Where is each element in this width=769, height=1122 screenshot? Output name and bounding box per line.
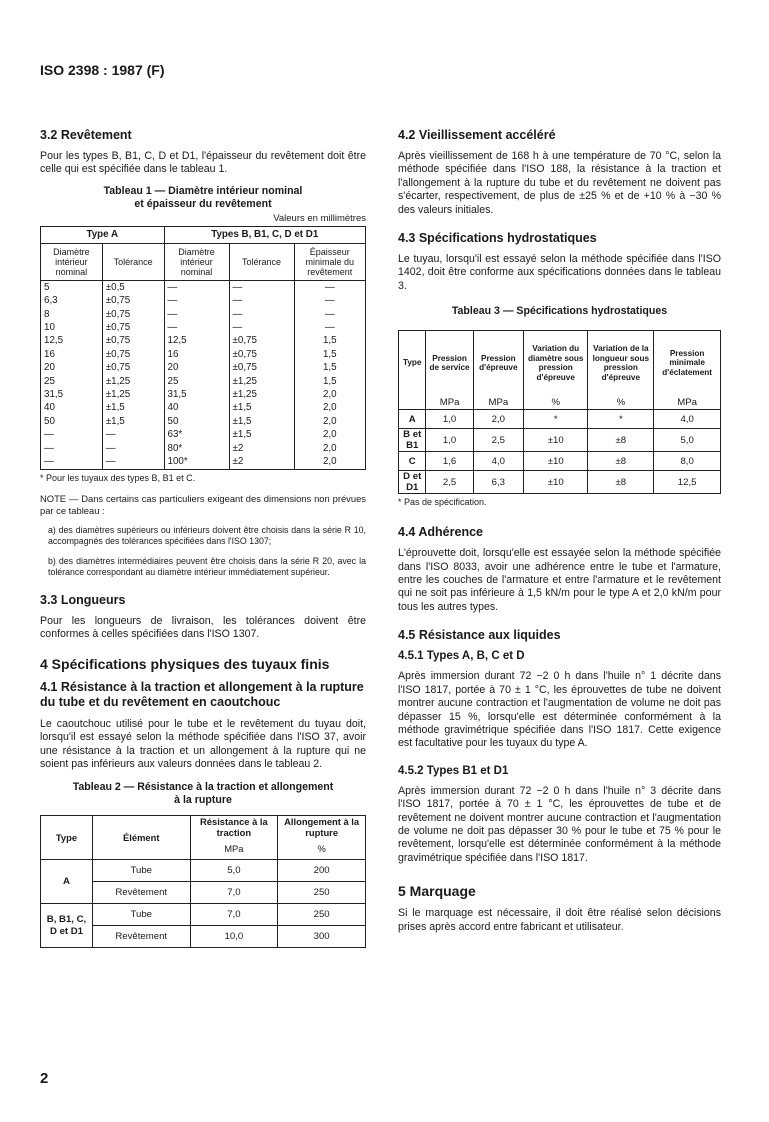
table-3-cell: 12,5	[654, 471, 721, 494]
table-1-row	[41, 388, 366, 401]
table-1-row	[41, 334, 366, 347]
table-3-cell: D et D1	[399, 471, 426, 494]
table-2-header: Allongement à la rupture	[278, 816, 366, 839]
left-column	[40, 128, 366, 948]
table-3-cell: ±10	[523, 429, 588, 452]
table-1-row	[41, 455, 366, 469]
section-4-5-title: 4.5 Résistance aux liquides	[398, 628, 561, 643]
table-1-cell: ±0,75	[102, 348, 164, 361]
table-3-cell: ±8	[588, 429, 654, 452]
note-item-a: a) des diamètres supérieurs ou inférieurs doivent être choisis dans la série R 10, accompagnés des tolérances spécifiées dans l'ISO 1307;	[48, 524, 366, 547]
section-5-title: 5 Marquage	[398, 883, 476, 900]
section-4-1-text: Le caoutchouc utilisé pour le tube et le revêtement du tuyau doit, lorsqu'il est essayé selon la méthode spécifiée dans l'ISO 37, avoir une résistance à la traction et un allongement à la rupture qui ne soient pas inférieurs aux valeurs données dans le tableau 2.	[40, 717, 366, 770]
table-1-row	[41, 401, 366, 414]
table-1-cell: 31,5	[164, 388, 229, 401]
table-2-unit: %	[278, 838, 366, 860]
table-3-cell: 2,5	[473, 429, 523, 452]
table-1-unit: Valeurs en millimètres	[273, 212, 366, 224]
table-1-footnote: * Pour les tuyaux des types B, B1 et C.	[40, 472, 196, 483]
table-1-cell: 100*	[164, 455, 229, 469]
table-1-cell: 2,0	[294, 442, 366, 455]
table-2-header: Élément	[93, 816, 191, 860]
section-4-5-1-title: 4.5.1 Types A, B, C et D	[398, 650, 525, 663]
section-4-5-2-title: 4.5.2 Types B1 et D1	[398, 764, 509, 777]
table-3	[398, 330, 721, 494]
table-2-cell: Revêtement	[93, 882, 191, 904]
table-1-cell: —	[294, 308, 366, 321]
table-1-cell: ±1,25	[229, 388, 294, 401]
table-2-cell: 250	[278, 904, 366, 926]
table-1-cell: —	[41, 428, 103, 441]
table-1-cell: 31,5	[41, 388, 103, 401]
table-1-cell: 1,5	[294, 361, 366, 374]
table-1-cell: ±0,75	[102, 334, 164, 347]
table-1-cell: 20	[41, 361, 103, 374]
table-1-cell: —	[229, 294, 294, 307]
table-1-cell: —	[229, 308, 294, 321]
table-1-cell: 1,5	[294, 375, 366, 388]
table-3-footnote: * Pas de spécification.	[398, 497, 487, 508]
table-1-cell: 40	[164, 401, 229, 414]
table-1-row	[41, 321, 366, 334]
table-1-cell: 10	[41, 321, 103, 334]
table-3-row	[399, 471, 721, 494]
table-2-caption: Tableau 2 — Résistance à la traction et allongement à la rupture	[72, 781, 334, 807]
table-1-cell: ±2	[229, 455, 294, 469]
table-1-cell: 12,5	[41, 334, 103, 347]
table-1-group-a: Type A	[41, 226, 165, 243]
table-1-cell: 2,0	[294, 388, 366, 401]
table-3-header: Type	[399, 331, 426, 396]
table-3-row	[399, 410, 721, 429]
table-1-cell: —	[102, 455, 164, 469]
table-3-cell: 4,0	[654, 410, 721, 429]
table-1-cell: 2,0	[294, 455, 366, 469]
table-1-cell: 5	[41, 280, 103, 294]
table-1-cell: 16	[41, 348, 103, 361]
table-1-cell: —	[294, 321, 366, 334]
table-1-cell: 25	[164, 375, 229, 388]
table-1-cell: 12,5	[164, 334, 229, 347]
table-2-cell: 5,0	[190, 860, 278, 882]
table-1-cell: ±0,75	[229, 334, 294, 347]
section-4-5-2-text: Après immersion durant 72 −2 0 h dans l'huile n° 3 décrite dans l'ISO 1817, portée à 70 ± 1 °C, les éprouvettes de tube et de revêtement ne doivent montrer aucune contraction et l'augmentation de volume ne doit pas dépasser 30 % pour le tube et 75 % pour le revêtement, lorsqu'elle est déterminée conformément à la méthode gravimétrique spécifiée dans l'ISO 1817.	[398, 784, 721, 864]
table-3-cell: ±10	[523, 471, 588, 494]
table-1-cell: —	[41, 455, 103, 469]
table-3-cell: C	[399, 452, 426, 471]
table-2-header: Résistance à la traction	[190, 816, 278, 839]
table-3-cell: 2,0	[473, 410, 523, 429]
table-1-cell: —	[164, 294, 229, 307]
table-1-cell: ±1,5	[102, 401, 164, 414]
table-1-cell: —	[294, 294, 366, 307]
table-1-cell: 1,5	[294, 334, 366, 347]
table-1-cell: —	[164, 321, 229, 334]
table-2-cell: 200	[278, 860, 366, 882]
table-1-cell: ±1,5	[229, 401, 294, 414]
table-1-cell: 63*	[164, 428, 229, 441]
table-1-cell: —	[294, 280, 366, 294]
table-1-cell: ±0,75	[102, 308, 164, 321]
table-1	[40, 226, 366, 470]
table-3-cell: 4,0	[473, 452, 523, 471]
page-number: 2	[40, 1070, 49, 1087]
table-2-header: Type	[41, 816, 93, 860]
table-1-row	[41, 294, 366, 307]
table-2-cell: 10,0	[190, 926, 278, 948]
table-3-header: Variation du diamètre sous pression d'épreuve	[523, 331, 588, 396]
table-1-header: Tolérance	[102, 243, 164, 280]
table-1-row	[41, 442, 366, 455]
section-3-3-text: Pour les longueurs de livraison, les tolérances doivent être conformes à celles spécifiées dans l'ISO 1307.	[40, 614, 366, 641]
table-1-row	[41, 361, 366, 374]
table-2-cell: Tube	[93, 860, 191, 882]
table-1-cell: ±1,25	[102, 388, 164, 401]
table-1-cell: 80*	[164, 442, 229, 455]
table-3-cell: 6,3	[473, 471, 523, 494]
section-4-2-title: 4.2 Vieillissement accéléré	[398, 128, 556, 142]
table-3-cell: B et B1	[399, 429, 426, 452]
section-5-text: Si le marquage est nécessaire, il doit être réalisé selon décisions prises après accord entre fabricant et utilisateur.	[398, 907, 721, 933]
table-1-cell: 40	[41, 401, 103, 414]
table-2-cell: Revêtement	[93, 926, 191, 948]
table-1-cell: ±1,25	[102, 375, 164, 388]
table-3-cell: *	[588, 410, 654, 429]
section-4-1-title: 4.1 Résistance à la traction et allongement à la rupture du tube et du revêtement en caoutchouc	[40, 679, 364, 709]
table-1-header: Épaisseur minimale du revêtement	[294, 243, 366, 280]
table-3-cell: ±10	[523, 452, 588, 471]
table-1-row	[41, 348, 366, 361]
table-1-cell: ±1,5	[229, 415, 294, 428]
table-2-type: A	[41, 860, 93, 904]
section-4-4-text: L'éprouvette doit, lorsqu'elle est essayée selon la méthode spécifiée dans l'ISO 8033, avoir une adhérence entre le tube et l'armature, entre les couches de l'armature et entre l'armature et le revêtement qui ne soit pas inférieure à 1,5 kN/m pour le type A et 2,0 kN/m pour tous les autres types.	[398, 547, 721, 613]
table-2-unit: MPa	[190, 838, 278, 860]
table-1-cell: 6,3	[41, 294, 103, 307]
table-3-row	[399, 452, 721, 471]
section-4-4-title: 4.4 Adhérence	[398, 525, 483, 540]
table-1-cell: ±1,5	[229, 428, 294, 441]
table-1-cell: 25	[41, 375, 103, 388]
table-1-group-b: Types B, B1, C, D et D1	[164, 226, 366, 243]
table-1-cell: —	[164, 308, 229, 321]
table-1-cell: —	[164, 280, 229, 294]
table-3-header: Pression d'épreuve	[473, 331, 523, 396]
section-4-5-1-text: Après immersion durant 72 −2 0 h dans l'huile n° 1 décrite dans l'ISO 1817, portée à 70 ± 1 °C, les éprouvettes de tube ne doivent montrer aucune contraction et l'augmentation de volume ne doit pas dépasser 15 %, lorsqu'elle est déterminée conformément à la méthode gravimétrique spécifiée dans l'ISO 1817. Cette exigence est facultative pour les tuyaux du type A.	[398, 670, 721, 750]
table-3-cell: ±8	[588, 452, 654, 471]
table-1-cell: 2,0	[294, 415, 366, 428]
right-column	[398, 128, 721, 942]
table-1-header: Diamètre intérieur nominal	[41, 243, 103, 280]
table-1-cell: —	[102, 442, 164, 455]
table-3-cell: *	[523, 410, 588, 429]
table-2-cell: 7,0	[190, 882, 278, 904]
table-3-unit: %	[523, 395, 588, 410]
section-4-3-title: 4.3 Spécifications hydrostatiques	[398, 231, 597, 246]
document-header: ISO 2398 : 1987 (F)	[40, 62, 165, 78]
table-1-row	[41, 375, 366, 388]
table-3-unit: MPa	[654, 395, 721, 410]
section-4-3-text: Le tuyau, lorsqu'il est essayé selon la méthode spécifiée dans l'ISO 1402, doit être conforme aux spécifications données dans le tableau 3.	[398, 253, 721, 292]
table-2-cell: 7,0	[190, 904, 278, 926]
table-1-cell: 1,5	[294, 348, 366, 361]
table-1-caption: Tableau 1 — Diamètre intérieur nominal et épaisseur du revêtement	[103, 184, 303, 210]
table-3-caption: Tableau 3 — Spécifications hydrostatiques	[451, 305, 668, 318]
table-1-cell: 50	[41, 415, 103, 428]
section-3-2-text: Pour les types B, B1, C, D et D1, l'épaisseur du revêtement doit être celle qui est spécifiée dans le tableau 1.	[40, 150, 366, 176]
table-3-header: Pression de service	[426, 331, 473, 396]
table-3-cell: 1,0	[426, 429, 473, 452]
table-1-cell: 20	[164, 361, 229, 374]
table-1-cell: ±1,5	[102, 415, 164, 428]
table-3-unit: %	[588, 395, 654, 410]
table-1-row	[41, 428, 366, 441]
table-1-row	[41, 308, 366, 321]
table-1-cell: 2,0	[294, 428, 366, 441]
table-2-cell: Tube	[93, 904, 191, 926]
table-3-header: Pression minimale d'éclatement	[654, 331, 721, 396]
section-4-2-text: Après vieillissement de 168 h à une température de 70 °C, selon la méthode spécifiée dans l'ISO 188, la résistance à la traction et l'allongement à la rupture du tube et du revêtement ne doivent pas s'écarter, respectivement, de plus de ±25 % et de +10 % à −30 % des valeurs initiales.	[398, 150, 721, 216]
section-3-3-title: 3.3 Longueurs	[40, 592, 126, 607]
table-2-cell: 250	[278, 882, 366, 904]
table-1-cell: —	[102, 428, 164, 441]
table-3-unit: MPa	[426, 395, 473, 410]
note: NOTE — Dans certains cas particuliers exigeant des dimensions non prévues par ce tableau :	[40, 492, 366, 516]
table-3-unit: MPa	[473, 395, 523, 410]
table-2-cell: 300	[278, 926, 366, 948]
table-1-cell: —	[41, 442, 103, 455]
table-3-unit	[399, 395, 426, 410]
table-1-cell: ±0,75	[229, 348, 294, 361]
table-3-cell: ±8	[588, 471, 654, 494]
table-3-header: Variation de la longueur sous pression d'épreuve	[588, 331, 654, 396]
table-1-cell: ±0,75	[102, 294, 164, 307]
table-3-cell: 2,5	[426, 471, 473, 494]
section-3-2-title: 3.2 Revêtement	[40, 128, 132, 142]
table-3-cell: 5,0	[654, 429, 721, 452]
table-1-header: Diamètre intérieur nominal	[164, 243, 229, 280]
table-3-cell: A	[399, 410, 426, 429]
table-1-cell: ±2	[229, 442, 294, 455]
table-1-cell: —	[229, 321, 294, 334]
table-1-cell: ±0,75	[102, 321, 164, 334]
table-1-cell: —	[229, 280, 294, 294]
table-1-cell: ±1,25	[229, 375, 294, 388]
table-3-cell: 8,0	[654, 452, 721, 471]
table-2-type: B, B1, C, D et D1	[41, 904, 93, 948]
table-1-row	[41, 415, 366, 428]
table-1-row	[41, 280, 366, 294]
table-1-cell: 16	[164, 348, 229, 361]
note-item-b: b) des diamètres intermédiaires peuvent être choisis dans la série R 20, avec la tolérance correspondant au diamètre intérieur immédiatement supérieur.	[48, 555, 366, 578]
section-4-title: 4 Spécifications physiques des tuyaux finis	[40, 655, 330, 672]
table-1-cell: 8	[41, 308, 103, 321]
table-1-cell: 2,0	[294, 401, 366, 414]
table-2	[40, 815, 366, 948]
table-3-cell: 1,0	[426, 410, 473, 429]
table-3-cell: 1,6	[426, 452, 473, 471]
table-1-cell: 50	[164, 415, 229, 428]
table-1-header: Tolérance	[229, 243, 294, 280]
table-3-row	[399, 429, 721, 452]
table-1-cell: ±0,5	[102, 280, 164, 294]
table-1-cell: ±0,75	[102, 361, 164, 374]
table-1-cell: ±0,75	[229, 361, 294, 374]
